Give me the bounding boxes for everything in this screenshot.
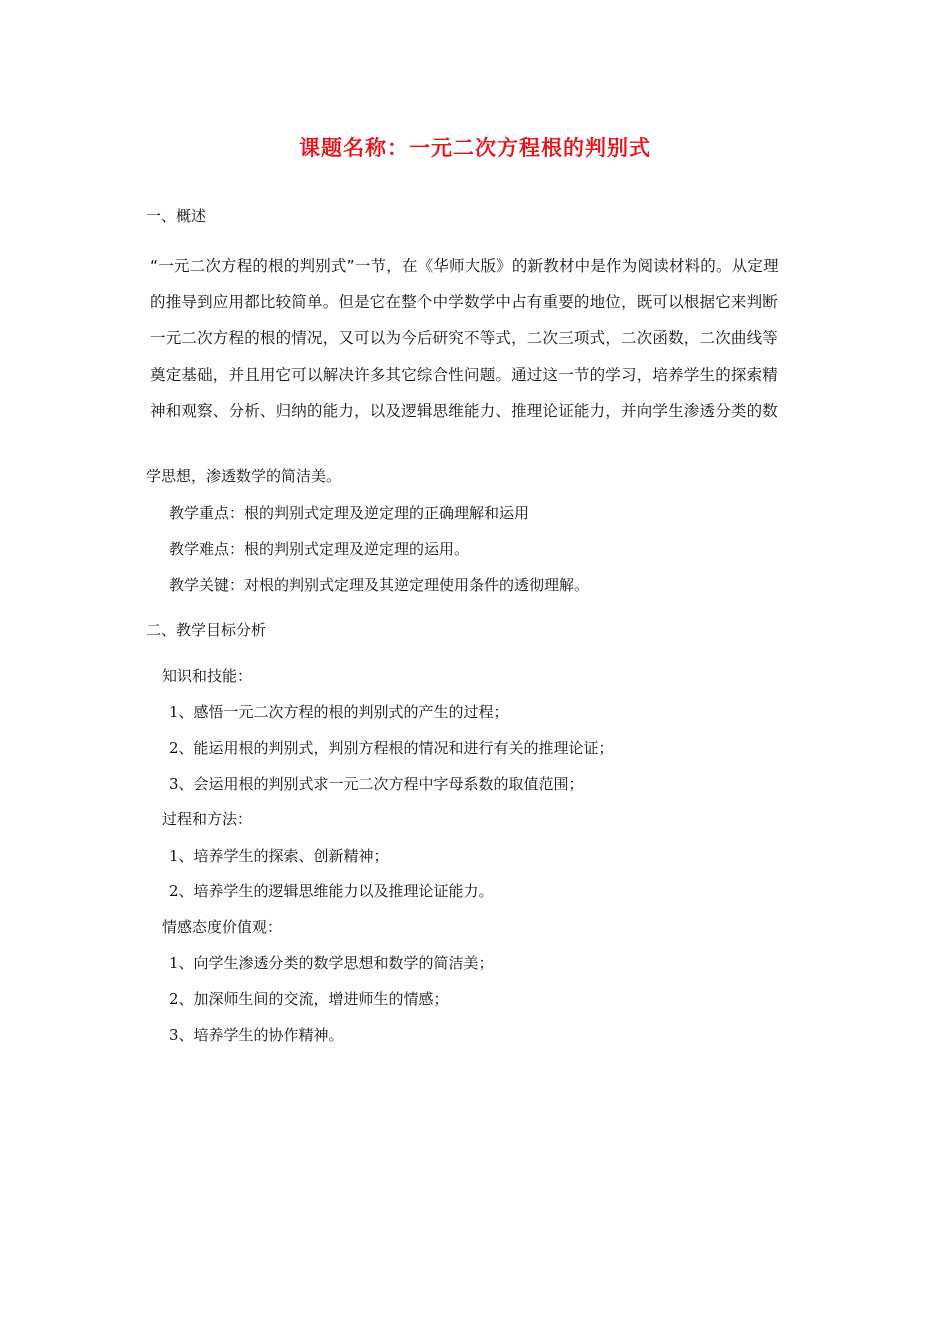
paragraph-line: 奠定基础，并且用它可以解决许多其它综合性问题。通过这一节的学习，培养学生的探索精 <box>150 366 779 384</box>
teaching-difficulty: 教学难点：根的判别式定理及逆定理的运用。 <box>169 540 470 558</box>
page-title: 课题名称：一元二次方程根的判别式 <box>299 136 651 160</box>
objective-item: 1、感悟一元二次方程的根的判别式的产生的过程； <box>169 703 509 721</box>
section-heading-overview: 一、概述 <box>146 207 207 225</box>
paragraph-line: 的推导到应用都比较简单。但是它在整个中学数学中占有重要的地位，既可以根据它来判断 <box>150 293 779 311</box>
objective-group-label: 情感态度价值观： <box>162 918 283 936</box>
objective-group-label: 知识和技能： <box>162 667 253 685</box>
teaching-crux: 教学关键：对根的判别式定理及其逆定理使用条件的透彻理解。 <box>169 576 590 594</box>
paragraph-continuation: 学思想，渗透数学的简洁美。 <box>146 467 342 485</box>
objective-item: 3、会运用根的判别式求一元二次方程中字母系数的取值范围； <box>169 775 584 793</box>
objective-item: 1、培养学生的探索、创新精神； <box>169 847 389 865</box>
paragraph-line: 一元二次方程的根的情况，又可以为今后研究不等式，二次三项式，二次函数，二次曲线等 <box>150 329 779 347</box>
teaching-key-point: 教学重点：根的判别式定理及逆定理的正确理解和运用 <box>169 504 530 522</box>
objective-item: 1、向学生渗透分类的数学思想和数学的简洁美； <box>169 954 494 972</box>
paragraph-line: 神和观察、分析、归纳的能力，以及逻辑思维能力、推理论证能力，并向学生渗透分类的数 <box>150 402 779 420</box>
section-heading-objectives: 二、教学目标分析 <box>146 621 267 639</box>
objective-item: 2、加深师生间的交流，增进师生的情感； <box>169 990 449 1008</box>
objective-item: 2、能运用根的判别式，判别方程根的情况和进行有关的推理论证； <box>169 739 614 757</box>
objective-item: 3、培养学生的协作精神。 <box>169 1026 344 1044</box>
objective-item: 2、培养学生的逻辑思维能力以及推理论证能力。 <box>169 882 494 900</box>
paragraph-line: “一元二次方程的根的判别式”一节，在《华师大版》的新教材中是作为阅读材料的。从定理 <box>150 257 779 275</box>
objective-group-label: 过程和方法： <box>162 810 253 828</box>
